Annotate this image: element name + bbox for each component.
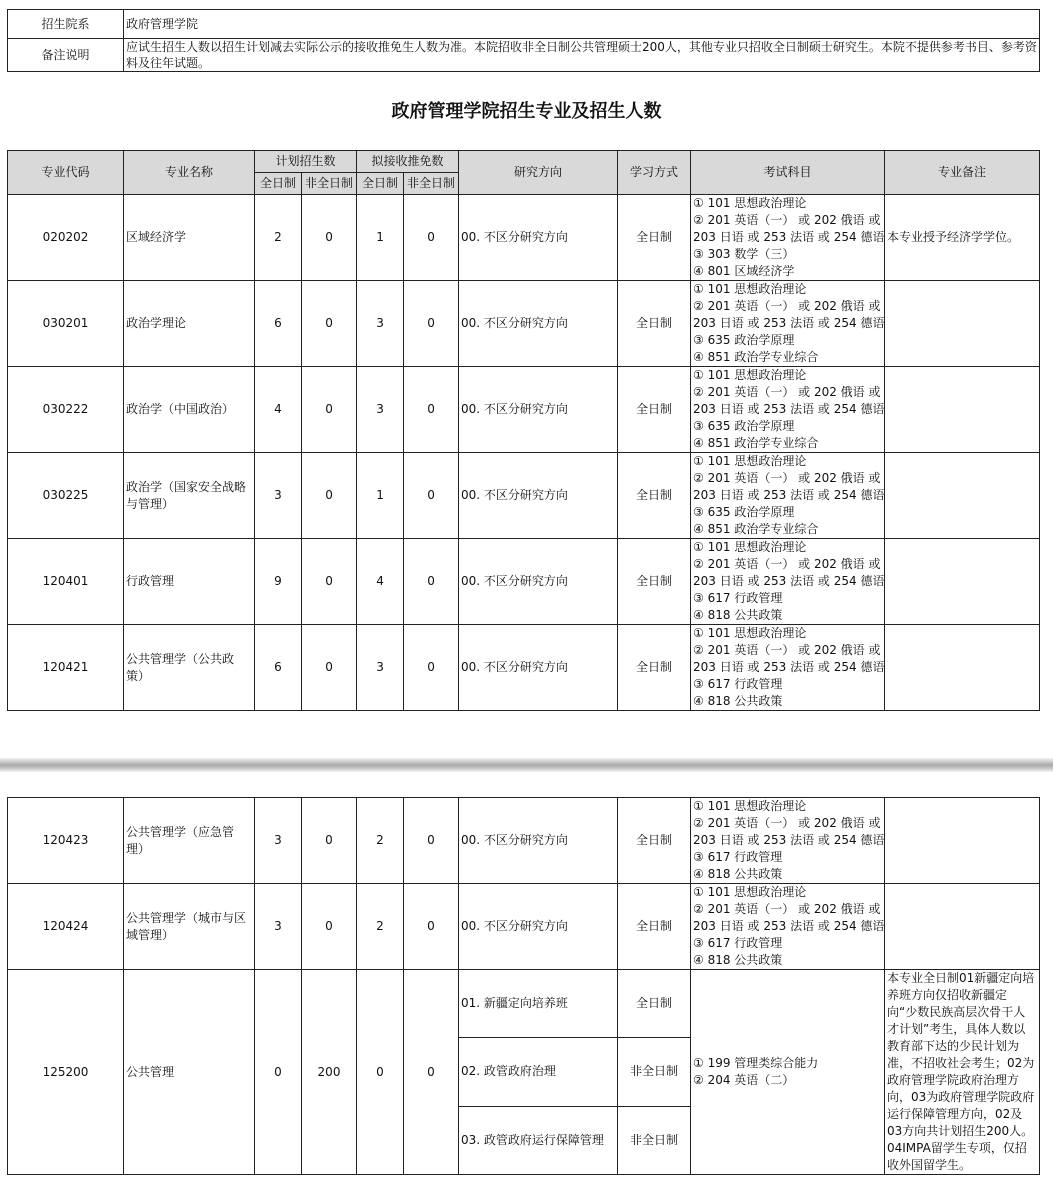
subject-line: ③ 617 行政管理 <box>693 591 783 605</box>
subject-line: ④ 851 政治学专业综合 <box>693 436 819 450</box>
major-remark <box>885 884 1040 970</box>
plan-part: 0 <box>302 625 357 711</box>
exam-subjects <box>691 539 885 625</box>
exam-subjects <box>691 884 885 970</box>
dept-label: 招生院系 <box>8 10 124 39</box>
plan-full: 6 <box>255 281 302 367</box>
mpa-code: 125200 <box>8 970 124 1175</box>
exempt-part: 0 <box>404 281 459 367</box>
study-mode: 全日制 <box>618 367 691 453</box>
major-name: 政治学（中国政治） <box>124 367 255 453</box>
subject-line: 203 日语 或 253 法语 或 254 德语 <box>693 833 885 847</box>
page-title: 政府管理学院招生专业及招生人数 <box>391 101 662 122</box>
subject-line: ② 201 英语（一） 或 202 俄语 或 <box>693 299 881 313</box>
subject-line: 203 日语 或 253 法语 或 254 德语 <box>693 230 885 244</box>
subject-line: ③ 617 行政管理 <box>693 677 783 691</box>
subject-line: ② 201 英语（一） 或 202 俄语 或 <box>693 557 881 571</box>
major-code: 030225 <box>8 453 124 539</box>
major-code: 030201 <box>8 281 124 367</box>
major-remark <box>885 367 1040 453</box>
research-direction: 00. 不区分研究方向 <box>459 539 618 625</box>
subject-line: ③ 635 政治学原理 <box>693 419 795 433</box>
study-mode: 全日制 <box>618 281 691 367</box>
plan-part: 0 <box>302 539 357 625</box>
plan-full: 9 <box>255 539 302 625</box>
study-mode: 全日制 <box>618 453 691 539</box>
plan-part: 0 <box>302 195 357 281</box>
header-direction: 研究方向 <box>459 151 618 195</box>
page-break-divider <box>0 758 1053 772</box>
major-code: 120401 <box>8 539 124 625</box>
study-mode: 全日制 <box>618 798 691 884</box>
research-direction: 00. 不区分研究方向 <box>459 453 618 539</box>
header-exempt-part: 非全日制 <box>404 173 459 195</box>
header-name: 专业名称 <box>124 151 255 195</box>
exam-subjects <box>691 195 885 281</box>
table-row <box>8 884 1040 970</box>
mpa-plan-full: 0 <box>255 970 302 1175</box>
study-mode: 全日制 <box>618 625 691 711</box>
research-direction: 00. 不区分研究方向 <box>459 884 618 970</box>
major-code: 120424 <box>8 884 124 970</box>
major-remark <box>885 281 1040 367</box>
subject-line: ④ 801 区域经济学 <box>693 264 795 278</box>
subject-line: ② 201 英语（一） 或 202 俄语 或 <box>693 643 881 657</box>
major-name: 行政管理 <box>124 539 255 625</box>
study-mode: 全日制 <box>618 884 691 970</box>
mpa-remark: 本专业全日制01新疆定向培养班方向仅招收新疆定向“少数民族高层次骨干人才计划”考生，具体人数以教育部下达的少民计划为准，不招收社会考生；02为政府管理学院政府治理方向，03为政府管理学院政府运行保障管理方向，02及03方向共计划招生200人。04IMPA留学生专项，仅招收外国留学生。 <box>885 970 1040 1175</box>
subject-line: ② 201 英语（一） 或 202 俄语 或 <box>693 385 881 399</box>
exempt-part: 0 <box>404 625 459 711</box>
subject-line: ④ 818 公共政策 <box>693 608 783 622</box>
subject-line: ② 201 英语（一） 或 202 俄语 或 <box>693 816 881 830</box>
exempt-full: 3 <box>357 367 404 453</box>
subject-line: ① 101 思想政治理论 <box>693 540 807 554</box>
plan-full: 6 <box>255 625 302 711</box>
mpa-exempt-full: 0 <box>357 970 404 1175</box>
mpa-mode-1: 全日制 <box>618 970 691 1038</box>
subject-line: ① 101 思想政治理论 <box>693 626 807 640</box>
subject-line: ② 201 英语（一） 或 202 俄语 或 <box>693 471 881 485</box>
note-label: 备注说明 <box>8 39 124 72</box>
admissions-table <box>7 150 1040 711</box>
exempt-full: 2 <box>357 798 404 884</box>
subject-line: ③ 303 数学（三） <box>693 247 795 261</box>
table-row <box>8 281 1040 367</box>
exempt-full: 1 <box>357 195 404 281</box>
plan-part: 0 <box>302 798 357 884</box>
subject-line: ④ 818 公共政策 <box>693 694 783 708</box>
exempt-full: 3 <box>357 625 404 711</box>
plan-part: 0 <box>302 281 357 367</box>
mpa-direction-1: 01. 新疆定向培养班 <box>459 970 618 1038</box>
header-plan: 计划招生数 <box>255 151 357 173</box>
subject-line: ① 101 思想政治理论 <box>693 282 807 296</box>
plan-full: 3 <box>255 884 302 970</box>
header-code: 专业代码 <box>8 151 124 195</box>
subject-line: 203 日语 或 253 法语 或 254 德语 <box>693 402 885 416</box>
mpa-direction-3: 03. 政管政府运行保障管理 <box>459 1106 618 1174</box>
research-direction: 00. 不区分研究方向 <box>459 625 618 711</box>
subject-line: ① 101 思想政治理论 <box>693 799 807 813</box>
major-code: 120421 <box>8 625 124 711</box>
research-direction: 00. 不区分研究方向 <box>459 367 618 453</box>
research-direction: 00. 不区分研究方向 <box>459 281 618 367</box>
table-row <box>8 367 1040 453</box>
study-mode: 全日制 <box>618 195 691 281</box>
major-remark <box>885 625 1040 711</box>
subject-line: ② 201 英语（一） 或 202 俄语 或 <box>693 213 881 227</box>
table-row <box>8 798 1040 884</box>
major-remark: 本专业授予经济学学位。 <box>885 195 1040 281</box>
subject-line: ④ 818 公共政策 <box>693 953 783 967</box>
header-mode: 学习方式 <box>618 151 691 195</box>
mpa-exempt-part: 0 <box>404 970 459 1175</box>
header-remark: 专业备注 <box>885 151 1040 195</box>
plan-full: 3 <box>255 798 302 884</box>
subject-line: 203 日语 或 253 法语 或 254 德语 <box>693 316 885 330</box>
subject-line: 203 日语 或 253 法语 或 254 德语 <box>693 919 885 933</box>
subject-line: ③ 617 行政管理 <box>693 850 783 864</box>
dept-value: 政府管理学院 <box>124 10 1040 39</box>
exempt-part: 0 <box>404 884 459 970</box>
major-code: 020202 <box>8 195 124 281</box>
subject-line: ① 101 思想政治理论 <box>693 368 807 382</box>
major-name: 公共管理学（应急管理） <box>124 798 255 884</box>
info-table <box>7 9 1040 72</box>
header-subjects: 考试科目 <box>691 151 885 195</box>
subject-line: ① 101 思想政治理论 <box>693 885 807 899</box>
major-name: 政治学理论 <box>124 281 255 367</box>
research-direction: 00. 不区分研究方向 <box>459 798 618 884</box>
plan-part: 0 <box>302 453 357 539</box>
exempt-part: 0 <box>404 539 459 625</box>
exempt-part: 0 <box>404 453 459 539</box>
exam-subjects <box>691 625 885 711</box>
exempt-full: 4 <box>357 539 404 625</box>
major-code: 120423 <box>8 798 124 884</box>
table-row <box>8 625 1040 711</box>
major-name: 公共管理学（公共政策） <box>124 625 255 711</box>
subject-line: ① 101 思想政治理论 <box>693 454 807 468</box>
mpa-subjects <box>691 970 885 1175</box>
subject-line: ④ 851 政治学专业综合 <box>693 350 819 364</box>
mpa-direction-2: 02. 政管政府治理 <box>459 1038 618 1106</box>
mpa-plan-part: 200 <box>302 970 357 1175</box>
subject-line: ③ 635 政治学原理 <box>693 505 795 519</box>
major-remark <box>885 453 1040 539</box>
table-row <box>8 453 1040 539</box>
mpa-mode-2: 非全日制 <box>618 1038 691 1106</box>
mpa-mode-3: 非全日制 <box>618 1106 691 1174</box>
major-code: 030222 <box>8 367 124 453</box>
major-remark <box>885 798 1040 884</box>
exam-subjects <box>691 281 885 367</box>
plan-full: 2 <box>255 195 302 281</box>
subject-line: ④ 851 政治学专业综合 <box>693 522 819 536</box>
major-name: 公共管理学（城市与区域管理） <box>124 884 255 970</box>
mpa-name: 公共管理 <box>124 970 255 1175</box>
subject-line: ① 101 思想政治理论 <box>693 196 807 210</box>
study-mode: 全日制 <box>618 539 691 625</box>
header-plan-part: 非全日制 <box>302 173 357 195</box>
header-exempt-full: 全日制 <box>357 173 404 195</box>
exempt-full: 2 <box>357 884 404 970</box>
plan-full: 4 <box>255 367 302 453</box>
subject-line: ① 199 管理类综合能力 <box>693 1056 819 1070</box>
exempt-full: 3 <box>357 281 404 367</box>
subject-line: ④ 818 公共政策 <box>693 867 783 881</box>
major-remark <box>885 539 1040 625</box>
subject-line: ② 201 英语（一） 或 202 俄语 或 <box>693 902 881 916</box>
subject-line: ② 204 英语（二） <box>693 1073 795 1087</box>
admissions-table-continued <box>7 797 1040 1175</box>
subject-line: ③ 617 行政管理 <box>693 936 783 950</box>
subject-line: 203 日语 或 253 法语 或 254 德语 <box>693 574 885 588</box>
note-value: 应试生招生人数以招生计划减去实际公示的接收推免生人数为准。本院招收非全日制公共管理硕士200人，其他专业只招收全日制硕士研究生。本院不提供参考书目、参考资料及往年试题。 <box>124 39 1040 72</box>
research-direction: 00. 不区分研究方向 <box>459 195 618 281</box>
table-row <box>8 195 1040 281</box>
exempt-full: 1 <box>357 453 404 539</box>
plan-part: 0 <box>302 367 357 453</box>
header-plan-full: 全日制 <box>255 173 302 195</box>
exam-subjects <box>691 798 885 884</box>
exam-subjects <box>691 453 885 539</box>
table-row <box>8 539 1040 625</box>
subject-line: 203 日语 或 253 法语 或 254 德语 <box>693 488 885 502</box>
major-name: 区域经济学 <box>124 195 255 281</box>
subject-line: 203 日语 或 253 法语 或 254 德语 <box>693 660 885 674</box>
exempt-part: 0 <box>404 367 459 453</box>
plan-full: 3 <box>255 453 302 539</box>
header-exempt: 拟接收推免数 <box>357 151 459 173</box>
exam-subjects <box>691 367 885 453</box>
plan-part: 0 <box>302 884 357 970</box>
exempt-part: 0 <box>404 798 459 884</box>
major-name: 政治学（国家安全战略与管理） <box>124 453 255 539</box>
exempt-part: 0 <box>404 195 459 281</box>
subject-line: ③ 635 政治学原理 <box>693 333 795 347</box>
